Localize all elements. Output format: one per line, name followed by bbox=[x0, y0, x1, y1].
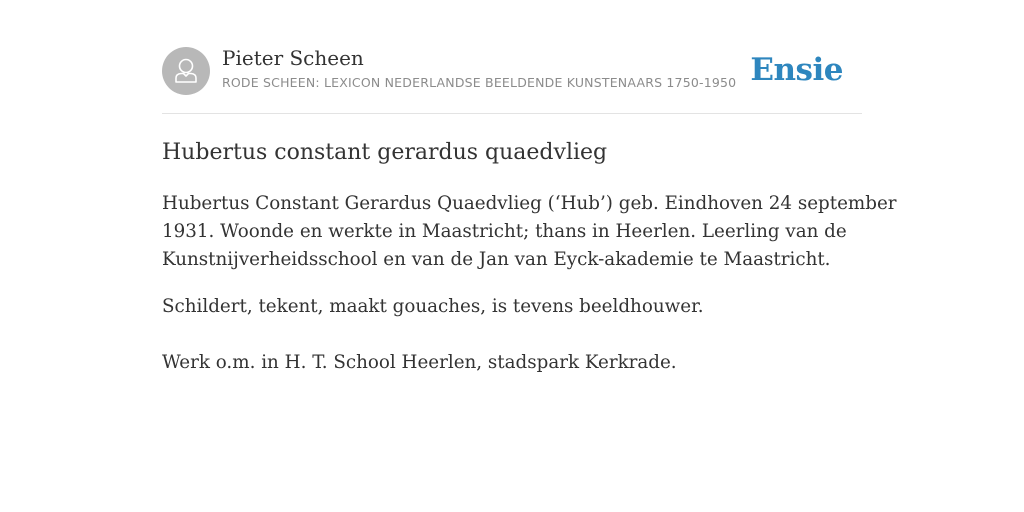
article-header bbox=[162, 46, 862, 96]
paragraph-works: Werk o.m. in H. T. School Heerlen, stadspark Kerkrade. bbox=[162, 352, 677, 373]
paragraph-activities: Schildert, tekent, maakt gouaches, is tevens beeldhouwer. bbox=[162, 296, 704, 317]
paragraph-line: Kunstnijverheidsschool en van de Jan van Eyck-akademie te Maastricht. bbox=[162, 249, 831, 270]
brand-logo[interactable]: Ensie bbox=[750, 52, 843, 88]
source-title[interactable]: RODE SCHEEN: LEXICON NEDERLANDSE BEELDENDE KUNSTENAARS 1750-1950 bbox=[222, 75, 737, 90]
user-icon bbox=[162, 47, 210, 95]
paragraph-line: Hubertus Constant Gerardus Quaedvlieg (‘Hub’) geb. Eindhoven 24 september bbox=[162, 193, 897, 214]
paragraph-line: 1931. Woonde en werkte in Maastricht; thans in Heerlen. Leerling van de bbox=[162, 221, 847, 242]
avatar[interactable] bbox=[162, 47, 210, 95]
paragraph-biography bbox=[162, 190, 897, 274]
author-name[interactable]: Pieter Scheen bbox=[222, 46, 364, 70]
article-body bbox=[162, 190, 897, 377]
page-title: Hubertus constant gerardus quaedvlieg bbox=[162, 140, 608, 165]
divider bbox=[162, 113, 862, 114]
